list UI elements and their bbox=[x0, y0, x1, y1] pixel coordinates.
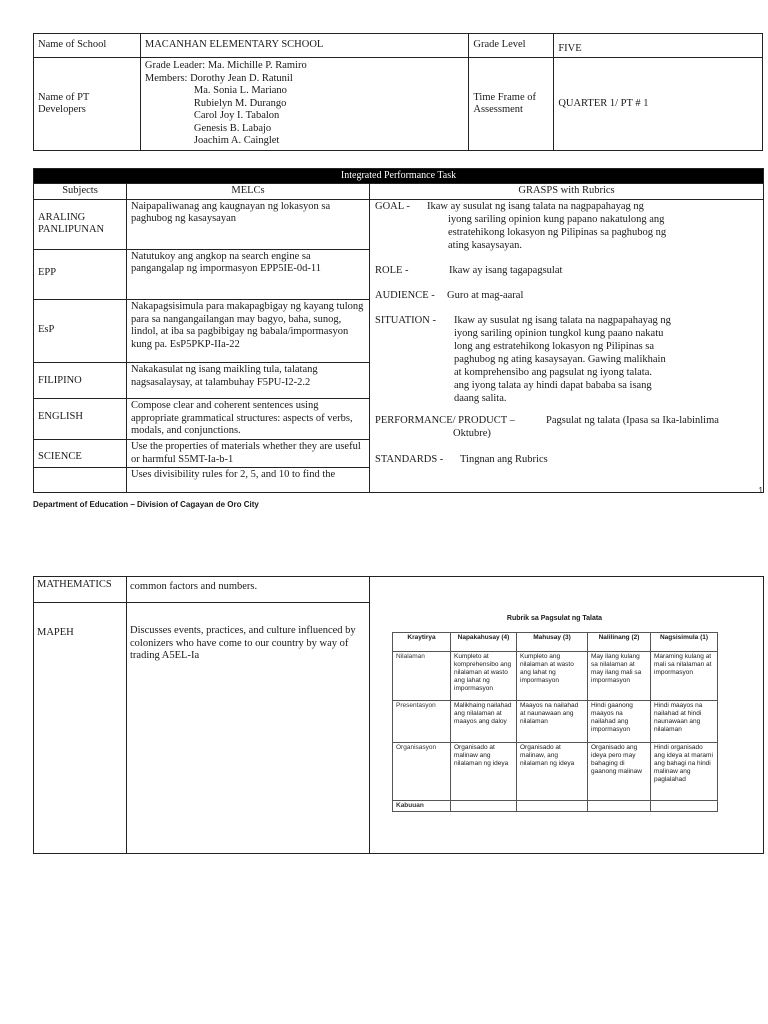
situation-line: iyong sariling opinion tungkol kung paano nakatu bbox=[454, 327, 664, 339]
melc-cell: Naipapaliwanag ang kaugnayan ng lokasyon sa paghubog ng kasaysayan bbox=[127, 199, 370, 249]
subject-cell: MATHEMATICS bbox=[34, 577, 127, 603]
rubric-header: Nalilinang (2) bbox=[588, 633, 651, 652]
rubric-criterion: Organisasyon bbox=[393, 743, 451, 801]
situation-label: SITUATION - bbox=[375, 314, 436, 326]
audience-label: AUDIENCE - bbox=[375, 289, 435, 301]
rubric-criterion: Kabuuan bbox=[393, 801, 451, 812]
grasps-cell bbox=[370, 199, 764, 492]
rubric-title: Rubrik sa Pagsulat ng Talata bbox=[506, 615, 603, 622]
rubric-cell bbox=[451, 801, 517, 812]
melc-cell: Nakakasulat ng isang maikling tula, talatang nagsasalaysay, at talambuhay F5PU-I2-2.2 bbox=[127, 363, 370, 399]
melc-cell: Discusses events, practices, and culture influenced by colonizers who have come to our country by way of trading A5EL-Ia bbox=[127, 603, 370, 854]
school-value: MACANHAN ELEMENTARY SCHOOL bbox=[140, 34, 468, 58]
rubric-cell: Hindi maayos na nailahad at hindi naunawaan ang nilalaman bbox=[651, 701, 718, 743]
situation-line: paghubog ng ating kasaysayan. Gawing malikhain bbox=[454, 353, 666, 365]
performance-value: Pagsulat ng talata (Ipasa sa Ika-labinlima bbox=[546, 414, 719, 426]
subject-cell: EsP bbox=[34, 300, 127, 363]
melc-cell: Nakapagsisimula para makapagbigay ng kayang tulong para sa nangangailangan may bagyo, baha, sunog, lindol, at iba sa pagbibigay ng babala/impormasyon kung pa. EsP5PKP-IIa-22 bbox=[127, 300, 370, 363]
performance-label: PERFORMANCE/ PRODUCT – bbox=[375, 414, 515, 426]
rubric-cell: Hindi organisado ang ideya at marami ang bahagi na hindi malinaw ang paglalahad bbox=[651, 743, 718, 801]
subject-cell: SCIENCE bbox=[34, 440, 127, 468]
situation-line: Ikaw ay susulat ng isang talata na nagpapahayag ng bbox=[454, 314, 671, 326]
melc-cell: common factors and numbers. bbox=[127, 577, 370, 603]
role-label: ROLE - bbox=[375, 264, 409, 276]
member-name: Carol Joy I. Tabalon bbox=[193, 110, 280, 121]
integrated-performance-task-table bbox=[33, 168, 764, 493]
grade-label: Grade Level bbox=[469, 34, 554, 58]
goal-line: iyong sariling opinion kung papano nakatulong ang bbox=[448, 213, 665, 225]
goal-line: Ikaw ay susulat ng isang talata na nagpapahayag ng bbox=[427, 200, 644, 212]
rubric-cell: Maraming kulang at mali sa nilalaman at impormasyon bbox=[651, 652, 718, 701]
role-value: Ikaw ay isang tagapagsulat bbox=[449, 264, 563, 276]
subject-cell bbox=[34, 468, 127, 492]
performance-value-cont: Oktubre) bbox=[453, 427, 491, 439]
subject-cell: FILIPINO bbox=[34, 363, 127, 399]
rubric-cell: Organisado at malinaw, ang nilalaman ng ideya bbox=[517, 743, 588, 801]
rubric-cell: Organisado ang ideya pero may bahaging di gaanong malinaw bbox=[588, 743, 651, 801]
melcs-header: MELCs bbox=[127, 184, 370, 200]
standards-value: Tingnan ang Rubrics bbox=[460, 453, 548, 465]
rubric-table bbox=[392, 632, 718, 812]
time-frame-label: Time Frame of Assessment bbox=[469, 58, 554, 151]
melc-cell: Compose clear and coherent sentences using appropriate grammatical structures: aspects of verbs, modals, and conjunctions. bbox=[127, 399, 370, 440]
melc-cell: Use the properties of materials whether they are useful or harmful S5MT-Ia-b-1 bbox=[127, 440, 370, 468]
goal-label: GOAL - bbox=[375, 200, 410, 212]
situation-line: ang iyong talata ay hindi dapat bababa sa isang bbox=[454, 379, 652, 391]
rubric-cell: Kumpleto ang nilalaman at wasto ang lahat ng impormasyon bbox=[517, 652, 588, 701]
rubric-cell: Malikhaing nailahad ang nilalaman at maayos ang daloy bbox=[451, 701, 517, 743]
subject-cell: EPP bbox=[34, 249, 127, 299]
ipt-title: Integrated Performance Task bbox=[34, 169, 764, 184]
audience-value: Guro at mag-aaral bbox=[447, 289, 524, 301]
standards-label: STANDARDS - bbox=[375, 453, 444, 465]
member-name: Ma. Sonia L. Mariano bbox=[193, 85, 287, 96]
situation-line: long ang estratehikong lokasyon ng Pilipinas sa bbox=[454, 340, 655, 352]
grasps-header: GRASPS with Rubrics bbox=[370, 184, 764, 200]
goal-line: ating kasaysayan. bbox=[448, 239, 523, 251]
member-name: Rubielyn M. Durango bbox=[193, 97, 287, 109]
situation-line: daang salita. bbox=[454, 392, 507, 404]
rubric-header: Mahusay (3) bbox=[517, 633, 588, 652]
rubric-cell: Kumpleto at komprehensibo ang nilalaman at wasto ang lahat ng impormasyon bbox=[451, 652, 517, 701]
rubric-cell: Maayos na nailahad at naunawaan ang nilalaman bbox=[517, 701, 588, 743]
rubric-cell bbox=[588, 801, 651, 812]
rubric-header: Nagsisimula (1) bbox=[651, 633, 718, 652]
subject-cell: ARALING PANLIPUNAN bbox=[34, 199, 127, 249]
member-name: Genesis B. Labajo bbox=[193, 122, 272, 134]
rubric-criterion: Presentasyon bbox=[393, 701, 451, 743]
melc-cell: Natutukoy ang angkop na search engine sa pangangalap ng impormasyon EPP5IE-0d-11 bbox=[127, 249, 370, 299]
subject-cell: MAPEH bbox=[34, 603, 127, 854]
rubric-cell: May ilang kulang sa nilalaman at may ilang mali sa impormasyon bbox=[588, 652, 651, 701]
time-frame-value: QUARTER 1/ PT # 1 bbox=[554, 58, 763, 151]
page-number: 1 bbox=[758, 486, 763, 495]
member-name: Joachim A. Cainglet bbox=[193, 135, 280, 146]
rubric-cell: Hindi gaanong maayos na nailahad ang impormasyon bbox=[588, 701, 651, 743]
rubric-cell bbox=[517, 801, 588, 812]
subjects-header: Subjects bbox=[34, 184, 127, 200]
members-line: Members: Dorothy Jean D. Ratunil bbox=[144, 72, 293, 84]
footer-text: Department of Education – Division of Cagayan de Oro City bbox=[33, 500, 259, 509]
grade-value: FIVE bbox=[554, 34, 763, 58]
school-label: Name of School bbox=[34, 34, 141, 58]
rubric-header: Kraytirya bbox=[393, 633, 451, 652]
goal-line: estratehikong lokasyon ng Pilipinas sa paghubog ng bbox=[448, 226, 667, 238]
rubric-cell bbox=[651, 801, 718, 812]
school-info-table bbox=[33, 33, 763, 151]
rubric-header: Napakahusay (4) bbox=[451, 633, 517, 652]
developers-list bbox=[140, 58, 468, 151]
subject-cell: ENGLISH bbox=[34, 399, 127, 440]
situation-line: at komprehensibo ang pagsulat ng iyong talata. bbox=[454, 366, 652, 378]
melc-cell: Uses divisibility rules for 2, 5, and 10 to find the bbox=[127, 468, 370, 492]
rubric-criterion: Nilalaman bbox=[393, 652, 451, 701]
grade-leader: Grade Leader: Ma. Michille P. Ramiro bbox=[144, 60, 307, 71]
pt-developers-label: Name of PT Developers bbox=[34, 58, 141, 151]
rubric-cell: Organisado at malinaw ang nilalaman ng ideya bbox=[451, 743, 517, 801]
